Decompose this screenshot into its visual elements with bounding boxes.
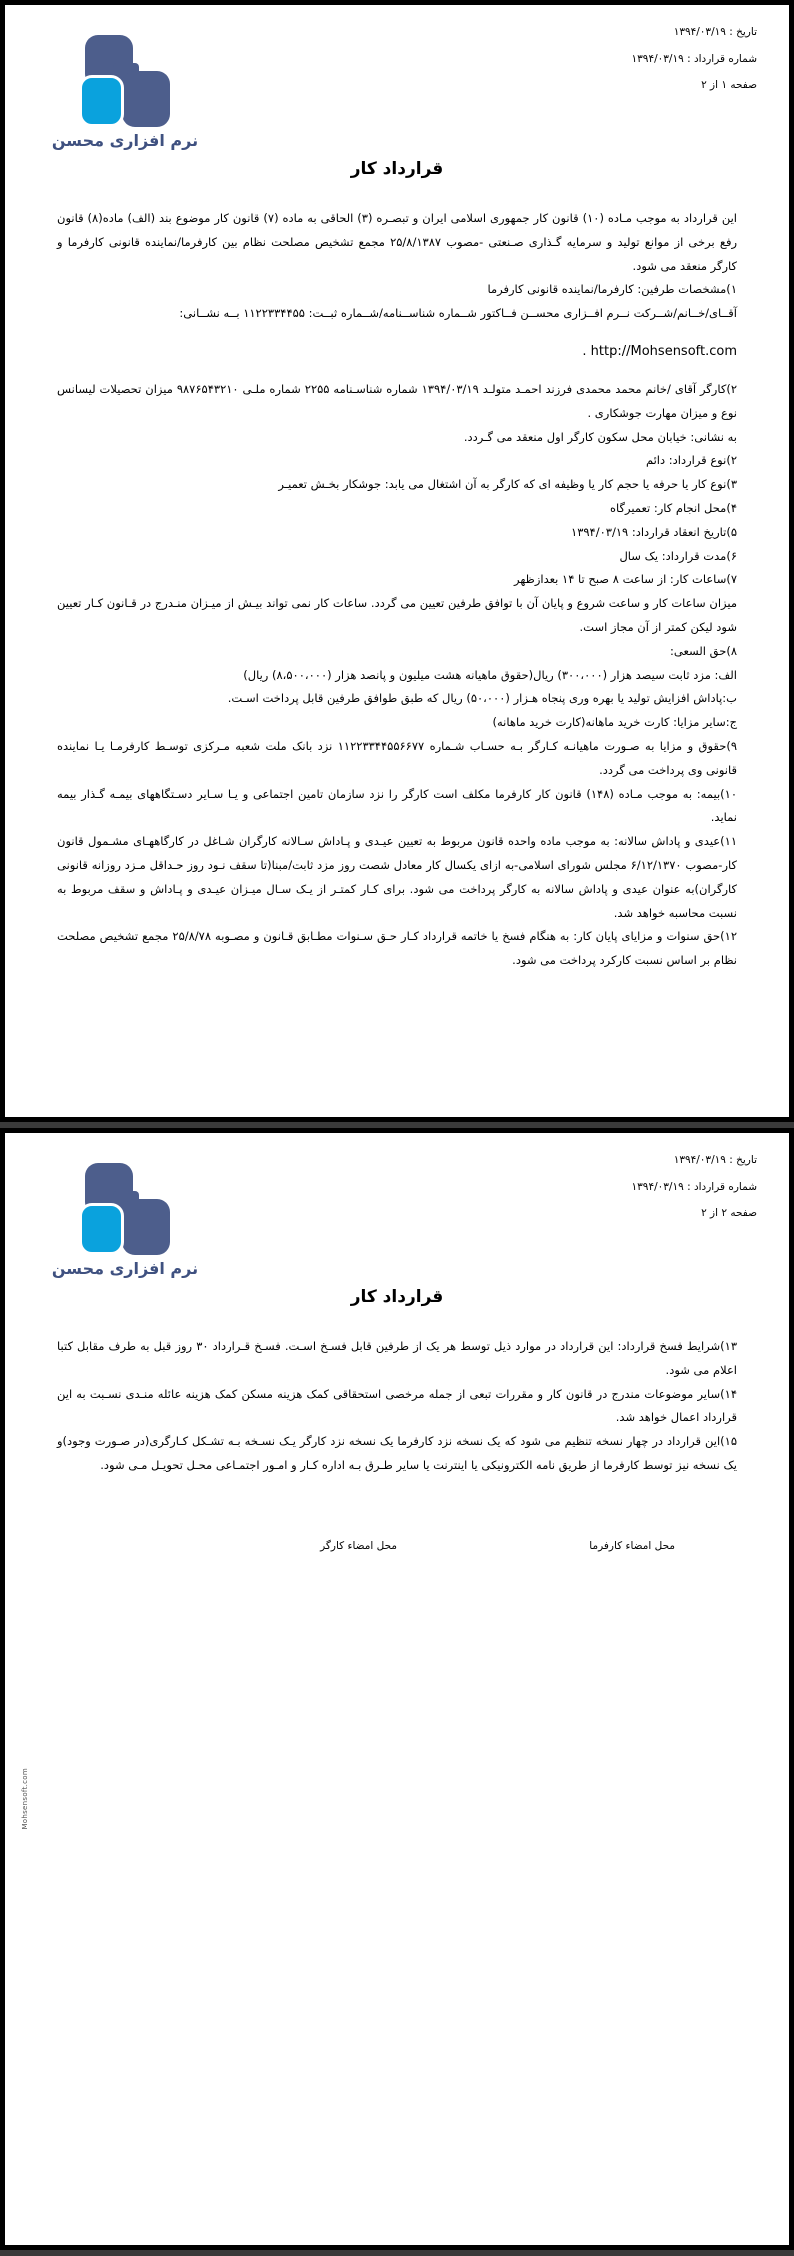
header-page-number: صفحه ۲ از ۲ [701,1207,757,1219]
page-header [5,5,789,155]
header-contract-number: شماره قرارداد : ۱۳۹۴/۰۳/۱۹ [631,52,757,65]
clause-7-working-hours: ۷)ساعات کار: از ساعت ۸ صبح تا ۱۴ بعدازظهر [514,572,737,587]
logo-mark-icon [77,35,173,127]
clause-8b-production-bonus: ب:پاداش افزایش تولید یا بهره وری پنجاه هـزار (۵۰،۰۰۰) ریال که طبق طوافق طرفین قابل پرداخت اسـت. [227,691,737,706]
logo-square-bottom-right [122,1199,170,1255]
logo-square-bottom-right [122,71,170,127]
clause-15-copies: ۱۵)این قرارداد در چهار نسخه تنظیم می شود که یک نسخه نزد کارفرما یک نسخه نزد کارگر یـک نسـخه بـه تشـکل کـارگری(در صـورت وجود)و یک نسخه نیز توسط کارفرما از طریق نامه الکترونیکی یا اینترنت یا سایر طـرق بـه اداره کـار و امـور اجتمـاعی محـل تحویـل مـی شود. [57,1434,737,1472]
company-logo [50,1163,200,1278]
clause-3-job-type: ۳)نوع کار یا حرفه یا حجم کار یا وظیفه ای که کارگر به آن اشتغال می یابد: جوشکار بخـش تعمیـر [278,477,737,492]
clause-11-annual-bonus: ۱۱)عیدی و پاداش سالانه: به موجب ماده واحده قانون مربوط به تعیین عیـدی و پـاداش سـالانه کارگران شـاغل در کارگاههـای مشـمول قانون کار-مصوب ۶/۱۲/۱۳۷۰ مجلس شورای اسلامی-به ازای یکسال کار معادل شصت روز مزد ثابت/مبنا(تا سقف نـود روز حـداقل مـزد روزانه قانونی کارگران)به عنوان عیدی و پاداش سالانه به کارگر پرداخت می شود. برای کـار کمتـر از یـک سـال میـزان عیـدی و پـاداش و سقف مربوط به نسبت محاسبه خواهد شد. [57,834,737,920]
header-date: تاریخ : ۱۳۹۴/۰۳/۱۹ [673,1154,757,1166]
logo-square-bottom-left [79,1203,124,1255]
side-watermark: Mohsensoft.com [21,1768,29,1830]
clause-intro: این قرارداد به موجب مـاده (۱۰) قانون کار جمهوری اسلامی ایران و تبصـره (۳) الحاقی به ماده (۷) قانون کار موضوع بند (الف) ماده(۸) قانون رفع برخی از موانع تولید و سرمایه گـذاری صـنعتی -مصوب ۲۵/۸/۱۳۸۷ مجمع تشخیص مصلحت نظام بین کارفرما/نماینده قانونی کارفرما و کارگر منعقد می شود. [57,211,737,273]
clause-4-work-place: ۴)محل انجام کار: تعمیرگاه [610,500,737,515]
clause-7-working-hours-detail: میزان ساعات کار و ساعت شروع و پایان آن با توافق طرفین تعیین می گردد. ساعات کار نمی تواند بیـش از میـزان منـدرج در قـانون کـار تعیین شود لیکن کمتر از آن مجاز است. [57,596,737,634]
signature-employee-label[interactable]: محل امضاء کارگر [320,1539,397,1552]
header-contract-number: شماره قرارداد : ۱۳۹۴/۰۳/۱۹ [631,1180,757,1193]
clause-8c-other-benefits: ج:سایر مزایا: کارت خرید ماهانه(کارت خرید ماهانه) [492,715,737,730]
contract-page-1 [0,0,794,1122]
page-1-body [5,179,789,973]
clause-10-insurance: ۱۰)بیمه: به موجب مـاده (۱۴۸) قانون کار کارفرما مکلف است کارگر را نزد سازمان تامین اجتماعی و یـا سـایر دسـتگاههای بیمـه گـذار بیمه نماید. [57,786,737,825]
clause-8-wage-heading: ۸)حق السعی: [670,643,737,658]
clause-2-contract-type: ۲)نوع قرارداد: دائم [645,453,737,468]
clause-6-duration: ۶)مدت قرارداد: یک سال [619,548,737,563]
page-title: قرارداد کار [350,1287,444,1307]
signature-employer-label[interactable]: محل امضاء کارفرما [589,1539,675,1552]
clause-14-other-matters: ۱۴)سایر موضوعات مندرج در قانون کار و مقررات تبعی از جمله مرخصی استحقاقی کمک هزینه مسکن کمک هزینه عائله منـدی نسـبت به این قرارداد اعمال خواهد شد. [57,1386,737,1425]
logo-company-name: نرم افزاری محسن [51,131,199,150]
page-header [5,1133,789,1283]
clause-9-payment-account: ۹)حقوق و مزایا به صـورت ماهیانـه کـارگر بـه حسـاب شـماره ۱۱۲۲۳۳۴۴۵۵۶۶۷۷ نزد بانک ملت شعبه مـرکزی توسـط کارفرمـا یـا نماینده قانونی وی پرداخت می گردد. [57,738,738,777]
clause-1-heading: ۱)مشخصات طرفین: کارفرما/نماینده قانونی کارفرما [487,282,737,297]
header-date: تاریخ : ۱۳۹۴/۰۳/۱۹ [673,26,757,38]
clause-8a-fixed-wage: الف: مزد ثابت سیصد هزار (۳۰۰،۰۰۰) ریال(حقوق ماهیانه هشت میلیون و پانصد هزار (۸،۵۰۰،۰۰۰) ریال) [243,667,737,682]
clause-5-contract-date: ۵)تاریخ انعقاد قرارداد: ۱۳۹۴/۰۳/۱۹ [571,524,737,539]
header-page-number: صفحه ۱ از ۲ [701,79,757,91]
clause-12-severance: ۱۲)حق سنوات و مزایای پایان کار: به هنگام فسخ یا خاتمه قرارداد کـار حـق سـنوات مطـابق قـانون و مصـوبه ۲۵/۸/۷۸ مجمع تشخیص مصلحت نظام بر اساس نسبت کارکرد پرداخت می شود. [57,929,737,968]
contract-page-2 [0,1128,794,2250]
signature-row [57,1540,737,1552]
page-2-body [5,1307,789,1552]
employee-identity-line: ۲)کارگر آقای /خانم محمد محمدی فرزند احمـد متولـد ۱۳۹۴/۰۳/۱۹ شماره شناسـنامه ۲۲۵۵ شماره ملـی ۹۸۷۶۵۴۳۲۱۰ میزان تحصیلات لیسانس نوع و میزان مهارت جوشکاری . [57,381,737,420]
header-meta-block [632,1155,757,1235]
employer-identity-line: آقــای/خــانم/شــرکت نــرم افــزاری محســن فــاکتور شــماره شناســنامه/شــماره ثبــت: ۱۱۲۲۳۳۴۴۵۵ بــه نشــانی: [179,306,737,321]
employee-address-line: به نشانی: خیابان محل سکون کارگر اول منعقد می گـردد. [463,429,737,444]
employer-website[interactable]: . http://Mohsensoft.com [582,343,737,359]
company-logo [50,35,200,150]
logo-company-name: نرم افزاری محسن [51,1259,199,1278]
logo-mark-icon [77,1163,173,1255]
header-meta-block [632,27,757,107]
clause-13-termination: ۱۳)شرایط فسخ قرارداد: این قرارداد در موارد ذیل توسط هر یک از طرفین قابل فسـخ اسـت. فسـخ قـرارداد ۳۰ روز قبل به طرف مقابل کتبا اعلام می شود. [57,1339,737,1377]
page-title: قرارداد کار [350,159,444,179]
logo-square-bottom-left [79,75,124,127]
